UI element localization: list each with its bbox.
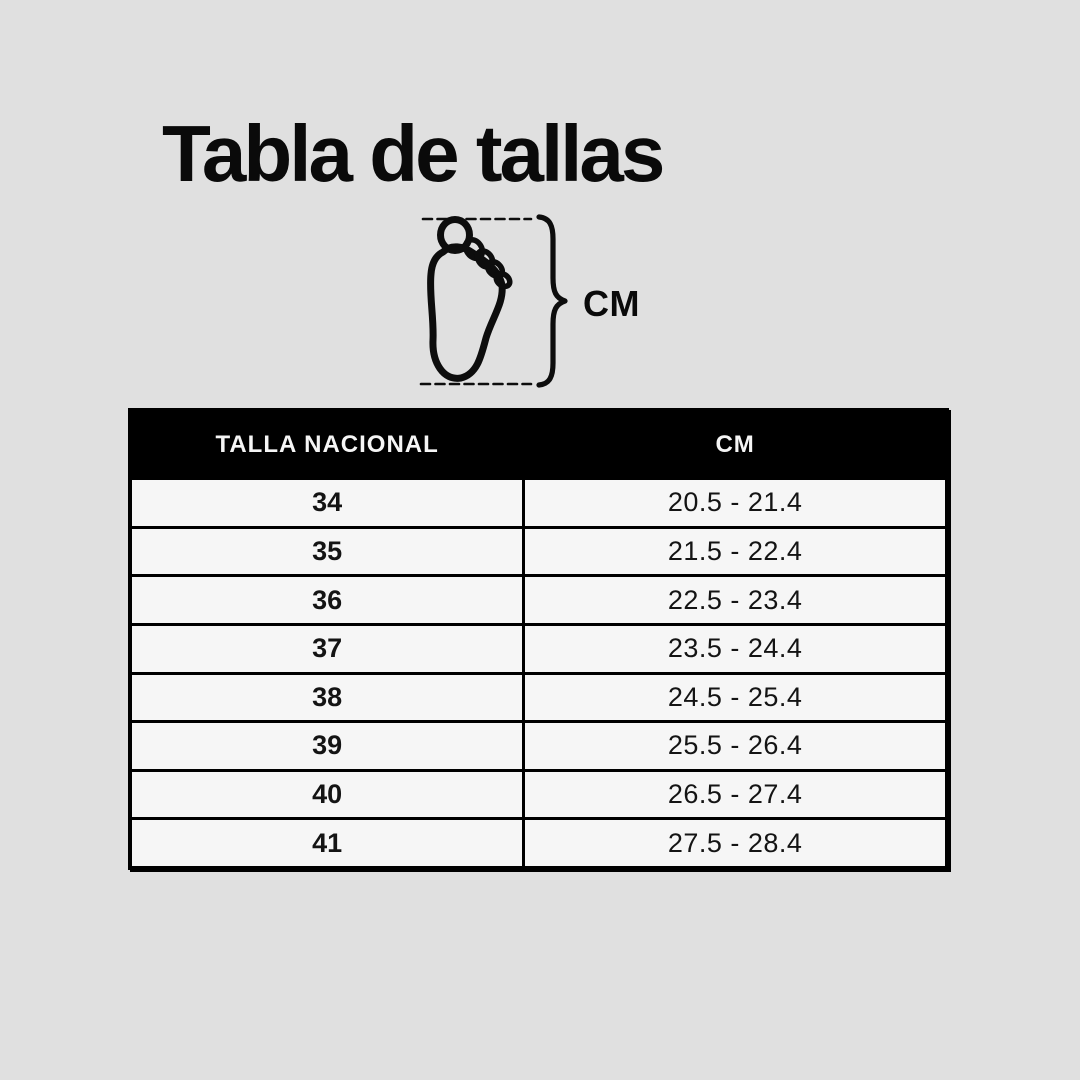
header-cell-talla-nacional: TALLA NACIONAL bbox=[132, 412, 522, 477]
table-row bbox=[132, 772, 945, 818]
table-row bbox=[132, 626, 945, 672]
cm-range-value: 26.5 - 27.4 bbox=[525, 772, 945, 818]
cm-range-value: 25.5 - 26.4 bbox=[525, 723, 945, 769]
size-value: 40 bbox=[132, 772, 522, 818]
size-value: 34 bbox=[132, 480, 522, 526]
cm-range-value: 21.5 - 22.4 bbox=[525, 529, 945, 575]
cm-range-value: 20.5 - 21.4 bbox=[525, 480, 945, 526]
cm-range-value: 24.5 - 25.4 bbox=[525, 675, 945, 721]
size-value: 38 bbox=[132, 675, 522, 721]
curly-brace-icon bbox=[539, 217, 565, 385]
table-row bbox=[132, 480, 945, 526]
unit-label-cm: CM bbox=[583, 283, 640, 324]
table-row bbox=[132, 577, 945, 623]
page-title: Tabla de tallas bbox=[162, 109, 663, 198]
cm-range-value: 22.5 - 23.4 bbox=[525, 577, 945, 623]
size-table bbox=[128, 408, 949, 870]
cm-range-value: 27.5 - 28.4 bbox=[525, 820, 945, 866]
size-value: 41 bbox=[132, 820, 522, 866]
size-value: 36 bbox=[132, 577, 522, 623]
cm-range-value: 23.5 - 24.4 bbox=[525, 626, 945, 672]
table-row bbox=[132, 820, 945, 866]
size-value: 37 bbox=[132, 626, 522, 672]
table-row bbox=[132, 529, 945, 575]
size-value: 35 bbox=[132, 529, 522, 575]
table-row bbox=[132, 675, 945, 721]
table-header-row bbox=[132, 412, 945, 477]
table-row bbox=[132, 723, 945, 769]
size-value: 39 bbox=[132, 723, 522, 769]
header-cell-cm: CM bbox=[525, 412, 945, 477]
foot-sole-icon bbox=[431, 220, 513, 379]
